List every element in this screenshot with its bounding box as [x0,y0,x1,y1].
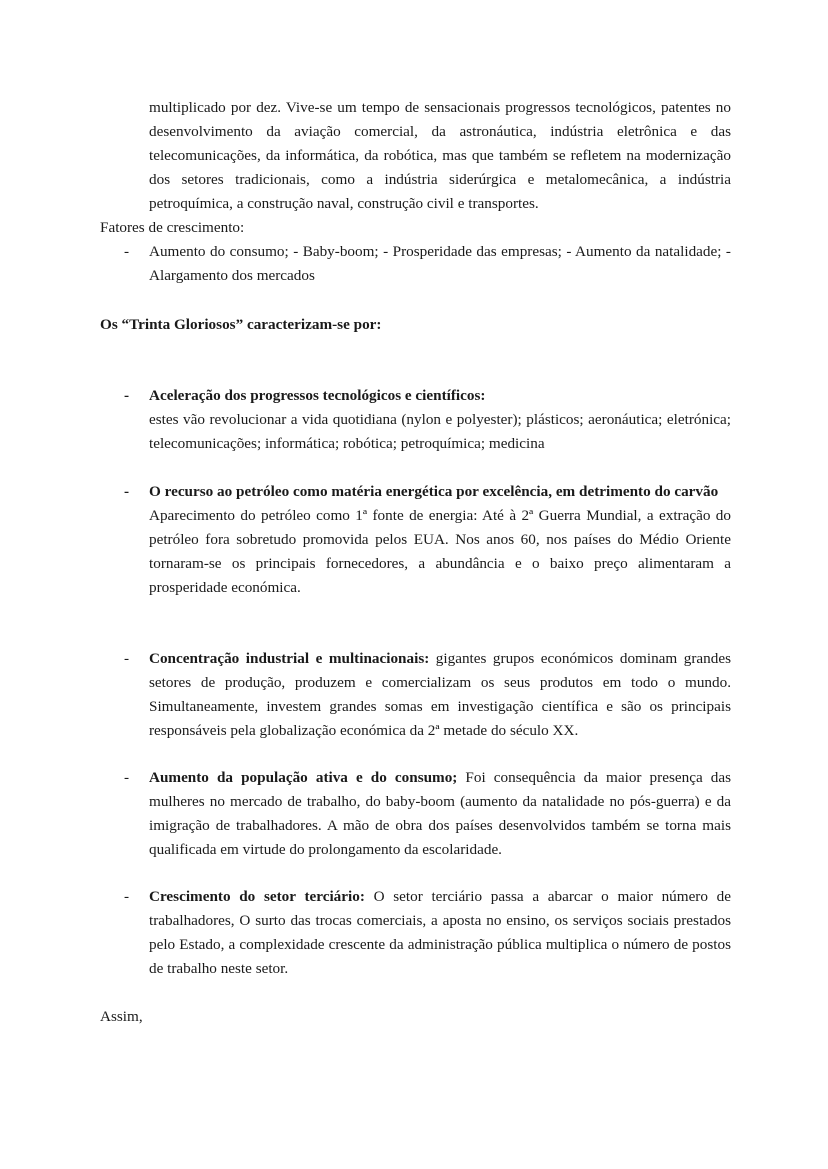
item-heading: Aumento da população ativa e do consumo; [149,769,458,786]
list-item [149,766,731,862]
item-dash: - [124,387,130,404]
list-item [149,885,731,981]
item-dash: - [124,483,130,500]
closing-text: Assim, [100,1008,143,1025]
item-dash: - [124,769,130,786]
item-dash: - [124,888,130,905]
item-body: Aparecimento do petróleo como 1ª fonte de energia: Até à 2ª Guerra Mundial, a extração do petróleo fora sobretudo promovida pelos EUA. Nos anos 60, nos países do Médio Oriente tornaram-se os principais fornecedores, a abundância e o baixo preço alimentaram a prosperidade económica. [149,507,731,596]
item-body: estes vão revolucionar a vida quotidiana (nylon e polyester); plásticos; aeronáutica; eletrónica; telecomunicações; informática; robótica; petroquímica; medicina [149,411,731,452]
item-body: O setor terciário passa a abarcar o maior número de trabalhadores, O surto das trocas comerciais, a aposta no ensino, os serviços sociais prestados pelo Estado, a complexidade crescente da administração pública multiplica o número de postos de trabalho neste setor. [149,888,731,977]
list-item [149,384,731,456]
factors-list: Aumento do consumo; - Baby-boom; - Prosperidade das empresas; - Aumento da natalidade; - Alargamento dos mercados [149,243,731,284]
item-heading: Aceleração dos progressos tecnológicos e científicos: [149,387,486,404]
factors-dash: - [124,243,130,260]
factors-label: Fatores de crescimento: [100,219,245,236]
intro-paragraph: multiplicado por dez. Vive-se um tempo de sensacionais progressos tecnológicos, patentes no desenvolvimento da aviação comercial, da astronáutica, indústria eletrônica e das telecomunicações, da informática, da robótica, mas que também se refletem na modernização dos setores tradicionais, como a indústria siderúrgica e metalomecânica, a indústria petroquímica, a construção naval, construção civil e transportes. [149,99,731,212]
item-body: Foi consequência da maior presença das mulheres no mercado de trabalho, do baby-boom (aumento da natalidade no pós-guerra) e da imigração de trabalhadores. A mão de obra dos países desenvolvidos também se torna mais qualificada em virtude do prolongamento da escolaridade. [149,769,731,858]
item-body: gigantes grupos económicos dominam grandes setores de produção, produzem e comercializam os seus produtos em todo o mundo. Simultaneamente, investem grandes somas em investigação científica e são os principais responsáveis pela globalização económica da 2ª metade do século XX. [149,650,731,739]
item-heading: Crescimento do setor terciário: [149,888,365,905]
item-heading: Concentração industrial e multinacionais: [149,650,430,667]
list-item [149,647,731,743]
item-heading: O recurso ao petróleo como matéria energética por excelência, em detrimento do carvão [149,483,719,500]
list-item [149,480,731,600]
item-dash: - [124,650,130,667]
section-title: Os “Trinta Gloriosos” caracterizam-se por: [100,316,382,333]
